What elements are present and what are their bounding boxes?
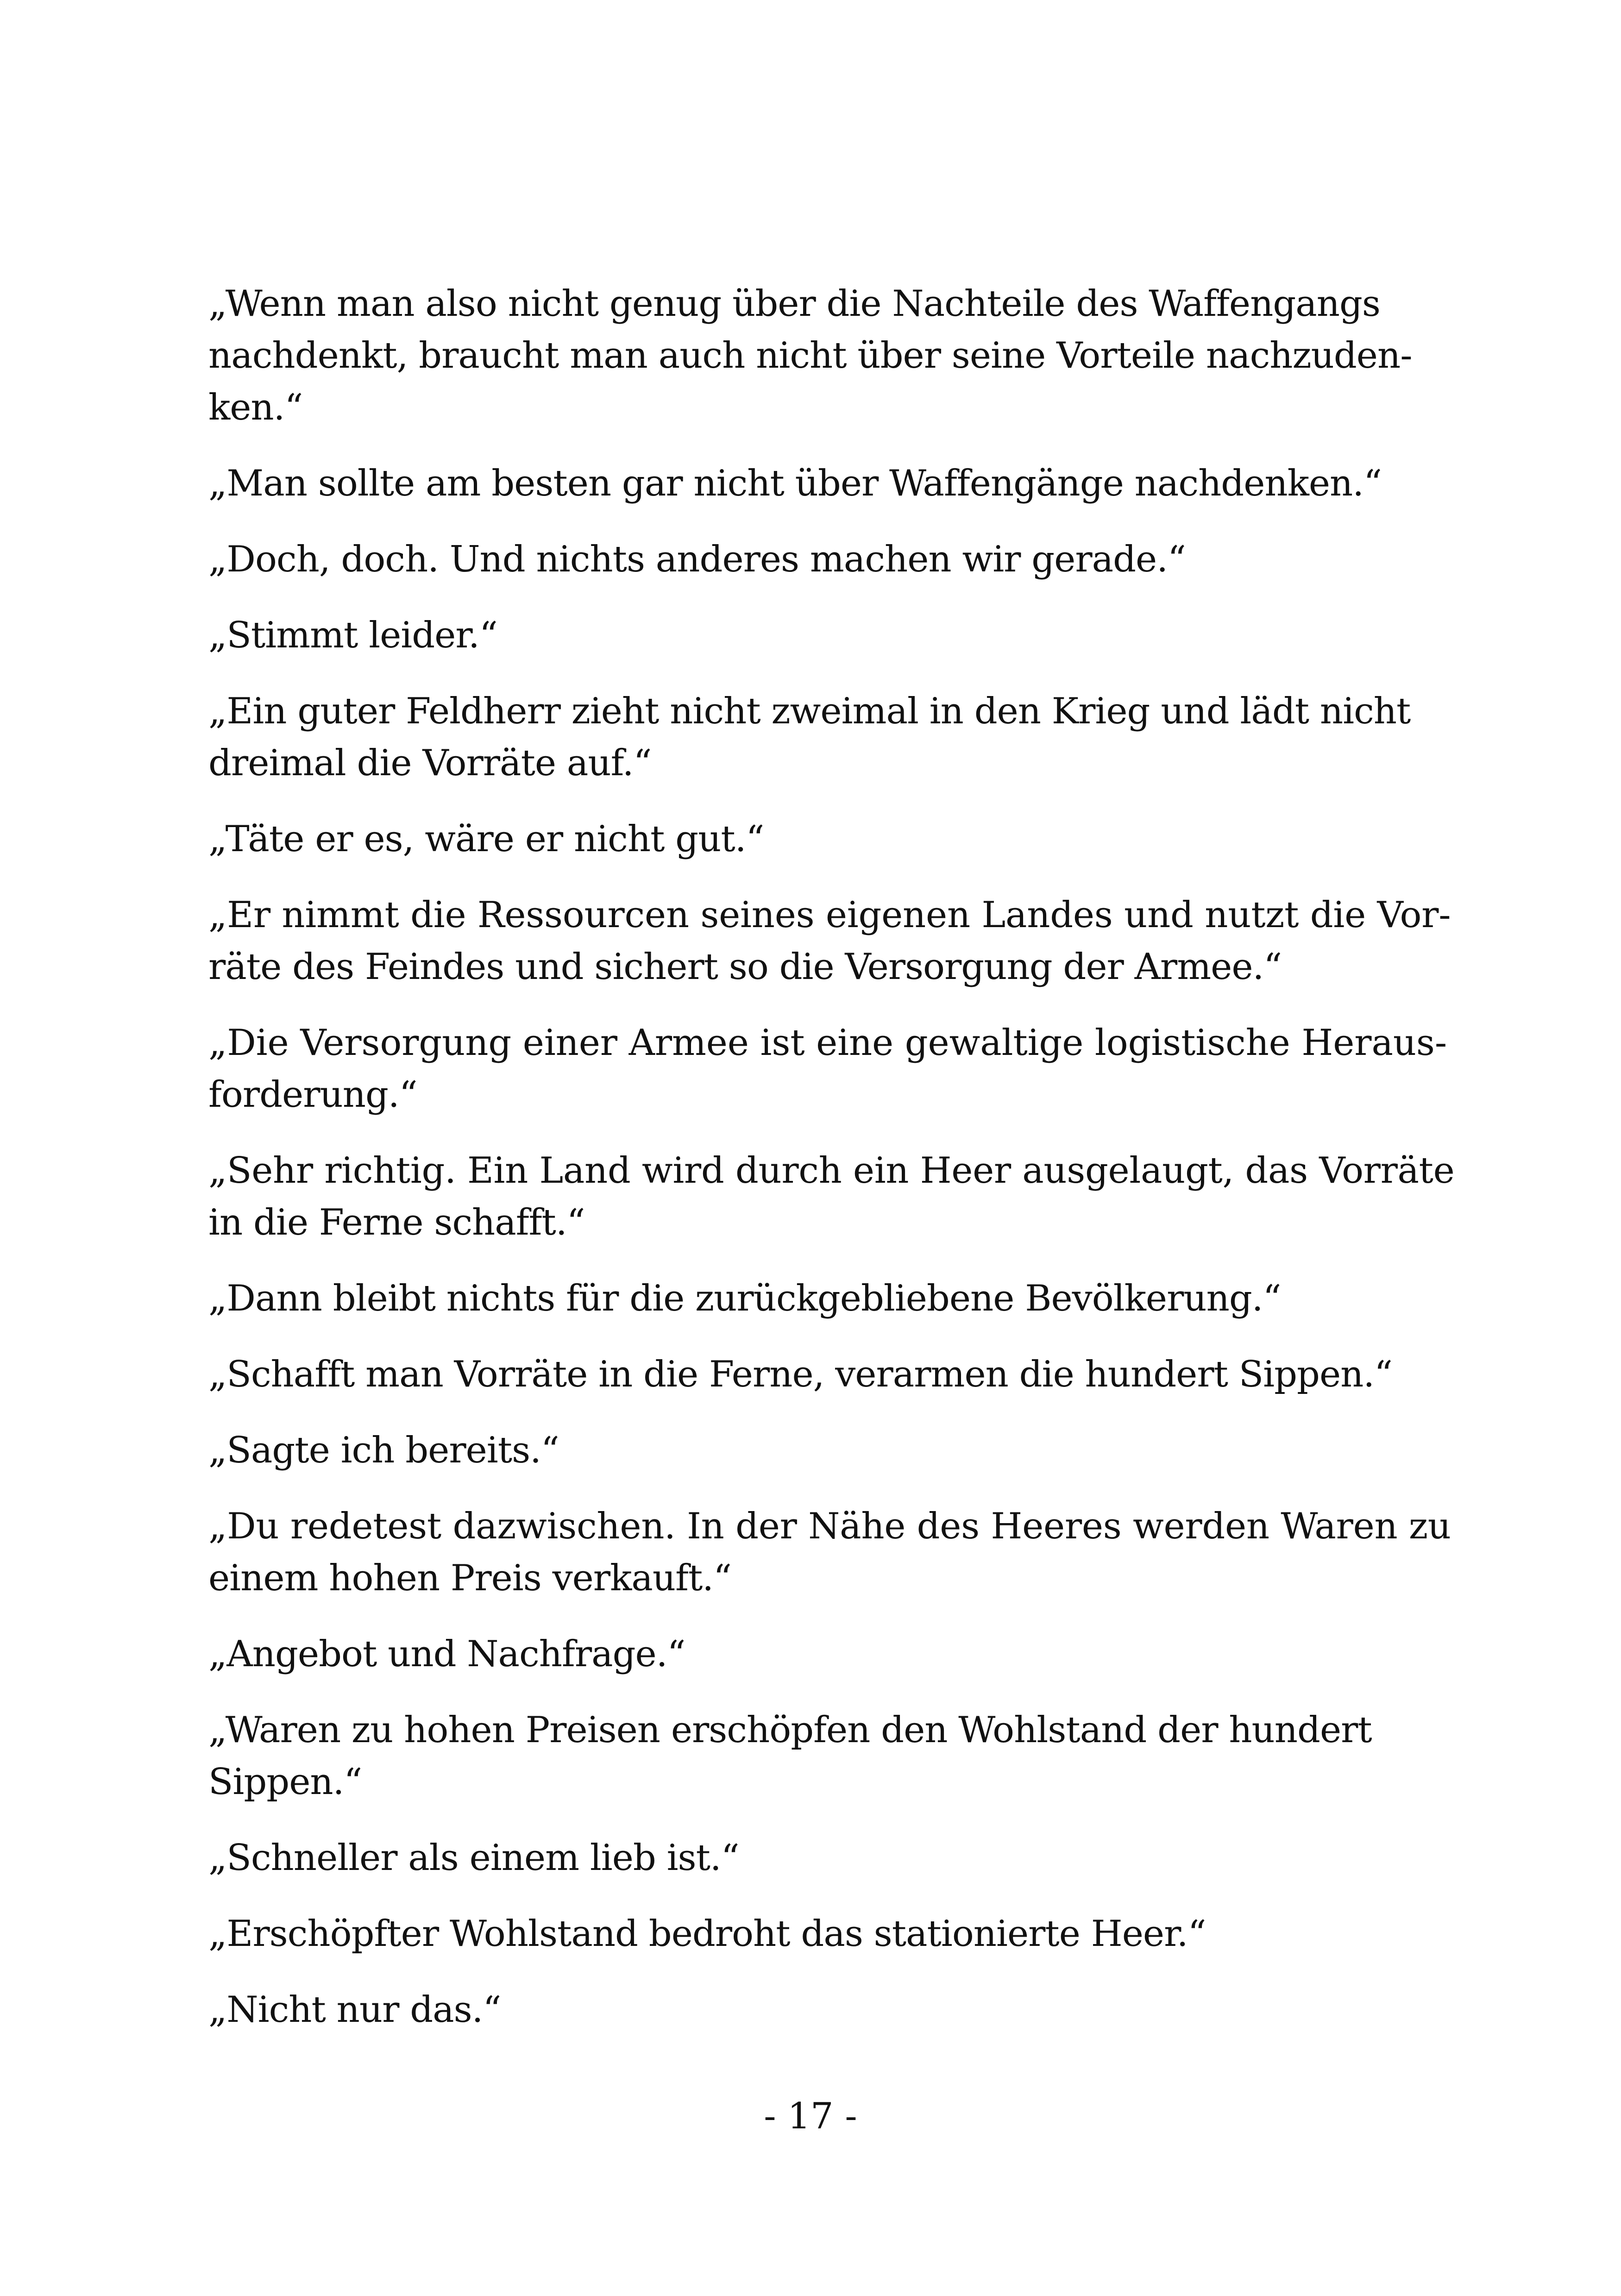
dialogue-paragraph bbox=[208, 1349, 1413, 1400]
text-line: „Du redetest dazwischen. In der Nähe des Heeres werden Waren zu bbox=[208, 1506, 1451, 1547]
page-number: - 17 - bbox=[764, 2095, 857, 2137]
text-line: dreimal die Vorräte auf.“ bbox=[208, 742, 652, 784]
text-line: „Wenn man also nicht genug über die Nachteile des Waffengangs bbox=[208, 283, 1380, 325]
text-line: räte des Feindes und sichert so die Versorgung der Armee.“ bbox=[208, 946, 1282, 988]
dialogue-paragraph bbox=[208, 813, 1413, 865]
text-line: „Sagte ich bereits.“ bbox=[208, 1430, 559, 1471]
text-line: einem hohen Preis verkauft.“ bbox=[208, 1557, 731, 1599]
dialogue-paragraph bbox=[208, 1628, 1413, 1680]
dialogue-paragraph bbox=[208, 1832, 1413, 1884]
dialogue-paragraph bbox=[208, 685, 1413, 789]
text-line: „Waren zu hohen Preisen erschöpfen den Wohlstand der hundert bbox=[208, 1709, 1372, 1751]
text-line: forderung.“ bbox=[208, 1074, 417, 1116]
text-line: „Er nimmt die Ressourcen seines eigenen Landes und nutzt die Vor- bbox=[208, 894, 1451, 936]
dialogue-paragraph bbox=[208, 1017, 1447, 1121]
text-line: „Sehr richtig. Ein Land wird durch ein Heer ausgelaugt, das Vorräte bbox=[208, 1150, 1455, 1192]
text-line: „Die Versorgung einer Armee ist eine gewaltige logistische Heraus- bbox=[208, 1022, 1447, 1064]
text-line: nachdenkt, braucht man auch nicht über seine Vorteile nachzuden- bbox=[208, 335, 1412, 376]
body-text bbox=[208, 278, 1455, 2060]
dialogue-paragraph bbox=[208, 533, 1413, 585]
text-line: „Dann bleibt nichts für die zurückgebliebene Bevölkerung.“ bbox=[208, 1278, 1281, 1319]
dialogue-paragraph bbox=[208, 1704, 1413, 1808]
dialogue-paragraph bbox=[208, 1273, 1413, 1324]
text-line: ken.“ bbox=[208, 387, 303, 428]
dialogue-paragraph bbox=[208, 278, 1413, 433]
dialogue-paragraph bbox=[208, 458, 1413, 509]
dialogue-paragraph bbox=[208, 889, 1451, 993]
text-line: Sippen.“ bbox=[208, 1761, 362, 1803]
text-line: „Doch, doch. Und nichts anderes machen wir gerade.“ bbox=[208, 539, 1186, 580]
dialogue-paragraph bbox=[208, 1424, 1413, 1476]
dialogue-paragraph bbox=[208, 609, 1413, 661]
dialogue-paragraph bbox=[208, 1984, 1413, 2036]
text-line: „Täte er es, wäre er nicht gut.“ bbox=[208, 818, 764, 860]
text-line: „Ein guter Feldherr zieht nicht zweimal in den Krieg und lädt nicht bbox=[208, 690, 1411, 732]
text-line: „Man sollte am besten gar nicht über Waffengänge nachdenken.“ bbox=[208, 463, 1382, 504]
text-line: „Angebot und Nachfrage.“ bbox=[208, 1633, 685, 1675]
dialogue-paragraph bbox=[208, 1908, 1413, 1960]
text-line: „Schneller als einem lieb ist.“ bbox=[208, 1837, 739, 1879]
dialogue-paragraph bbox=[208, 1145, 1455, 1248]
text-line: „Stimmt leider.“ bbox=[208, 615, 497, 656]
dialogue-paragraph bbox=[208, 1500, 1451, 1604]
text-line: „Erschöpfter Wohlstand bedroht das stationierte Heer.“ bbox=[208, 1913, 1206, 1955]
text-line: „Nicht nur das.“ bbox=[208, 1989, 501, 2031]
text-line: in die Ferne schafft.“ bbox=[208, 1202, 585, 1243]
text-line: „Schafft man Vorräte in die Ferne, verarmen die hundert Sippen.“ bbox=[208, 1354, 1393, 1395]
